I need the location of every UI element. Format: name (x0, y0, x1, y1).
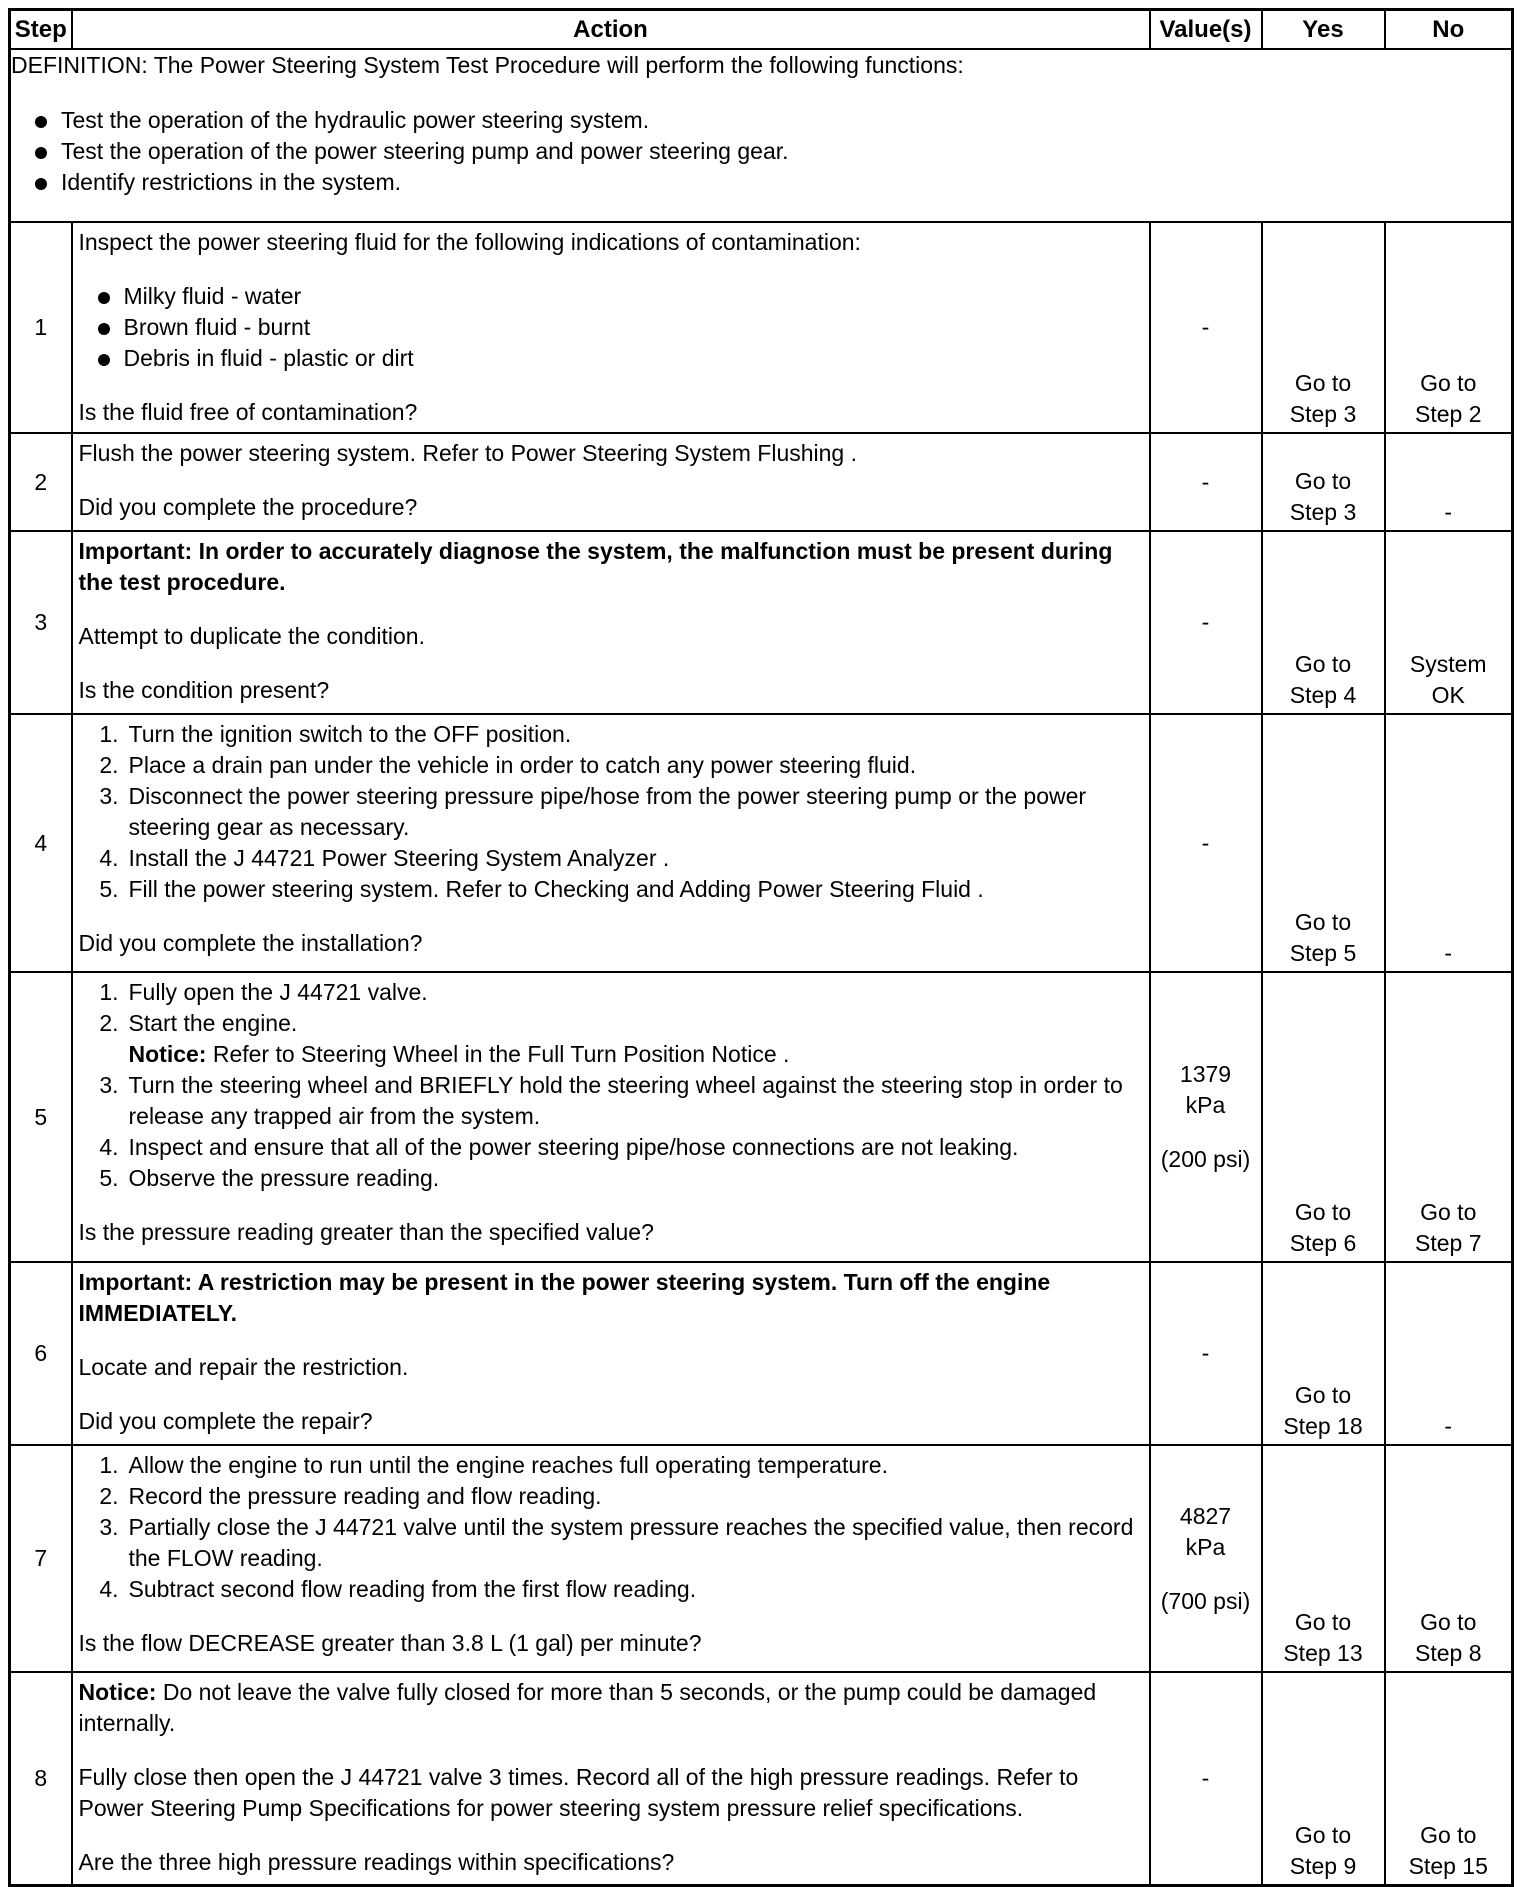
action-bullets (79, 281, 1143, 374)
no-cell: Go to Step 7 (1385, 972, 1513, 1262)
no-cell: Go to Step 2 (1385, 222, 1513, 433)
action-cell (72, 222, 1150, 433)
yes-cell: Go to Step 18 (1262, 1262, 1385, 1445)
list-item: Debris in fluid - plastic or dirt (79, 343, 1143, 374)
table-row (10, 972, 1513, 1262)
notice-text: Refer to Steering Wheel in the Full Turn Position Notice . (206, 1041, 790, 1067)
action-intro: Locate and repair the restriction. (78, 1354, 409, 1380)
table-row (10, 714, 1513, 972)
diagnostic-table (8, 8, 1514, 1887)
list-item: 2. Place a drain pan under the vehicle in order to catch any power steering fluid. (99, 752, 917, 778)
no-cell: Go to Step 8 (1385, 1445, 1513, 1672)
yes-cell: Go to Step 5 (1262, 714, 1385, 972)
value-cell: - (1150, 531, 1262, 714)
list-item: 1. Fully open the J 44721 valve. (99, 979, 428, 1005)
value-cell: - (1150, 1262, 1262, 1445)
no-cell: - (1385, 433, 1513, 531)
important-text: A restriction may be present in the power steering system. Turn off the engine IMMEDIATELY. (78, 1269, 1051, 1326)
list-item: 3. Disconnect the power steering pressure pipe/hose from the power steering pump or the power steering gear as necessary. (99, 783, 1087, 840)
bullet-icon (35, 116, 47, 128)
action-cell (72, 1445, 1150, 1672)
step-number: 3 (10, 531, 72, 714)
action-cell (72, 531, 1150, 714)
header-values: Value(s) (1150, 10, 1262, 50)
table-row (10, 222, 1513, 433)
table-row (10, 1262, 1513, 1445)
action-cell (72, 433, 1150, 531)
table-row (10, 531, 1513, 714)
list-item: Milky fluid - water (79, 281, 1143, 312)
action-question: Did you complete the installation? (78, 930, 423, 956)
list-item: 4. Install the J 44721 Power Steering System Analyzer . (99, 845, 670, 871)
yes-cell: Go to Step 6 (1262, 972, 1385, 1262)
action-intro: Fully close then open the J 44721 valve 3 times. Record all of the high pressure readings. Refer to Power Steering Pump Specifications for power steering system pressure relief specifications. (78, 1764, 1079, 1821)
notice-label: Notice: (128, 1041, 207, 1067)
notice-text: Do not leave the valve fully closed for more than 5 seconds, or the pump could be damaged internally. (78, 1679, 1097, 1736)
header-step: Step (10, 10, 72, 50)
list-item: Identify restrictions in the system. (11, 167, 1511, 198)
list-item: 2. Start the engine. Notice: Refer to Steering Wheel in the Full Turn Position Notice . (99, 1010, 790, 1067)
definition-row (10, 49, 1513, 222)
action-cell (72, 714, 1150, 972)
no-cell: System OK (1385, 531, 1513, 714)
header-row (10, 10, 1513, 50)
no-cell: Go to Step 15 (1385, 1672, 1513, 1885)
action-steps (79, 719, 1143, 905)
action-question: Is the fluid free of contamination? (78, 399, 418, 425)
value-cell: - (1150, 222, 1262, 433)
yes-cell: Go to Step 3 (1262, 222, 1385, 433)
action-intro: Flush the power steering system. Refer to Power Steering System Flushing . (78, 440, 857, 466)
list-item: 4. Inspect and ensure that all of the power steering pipe/hose connections are not leaking. (99, 1134, 1019, 1160)
step-number: 7 (10, 1445, 72, 1672)
bullet-icon (98, 323, 110, 335)
bullet-icon (35, 147, 47, 159)
no-cell: - (1385, 714, 1513, 972)
step-number: 4 (10, 714, 72, 972)
action-question: Is the flow DECREASE greater than 3.8 L (1 gal) per minute? (78, 1630, 702, 1656)
important-text: In order to accurately diagnose the system, the malfunction must be present during the test procedure. (78, 538, 1113, 595)
list-item: 3. Turn the steering wheel and BRIEFLY hold the steering wheel against the steering stop in order to release any trapped air from the system. (99, 1072, 1123, 1129)
yes-cell: Go to Step 13 (1262, 1445, 1385, 1672)
value-cell: 4827 kPa (700 psi) (1150, 1445, 1262, 1672)
action-question: Are the three high pressure readings within specifications? (78, 1849, 675, 1875)
bullet-icon (98, 292, 110, 304)
step-number: 6 (10, 1262, 72, 1445)
action-question: Is the condition present? (78, 677, 330, 703)
action-question: Is the pressure reading greater than the specified value? (78, 1219, 654, 1245)
important-label: Important: (78, 1269, 193, 1295)
step-number: 8 (10, 1672, 72, 1885)
action-question: Did you complete the procedure? (78, 494, 418, 520)
yes-cell: Go to Step 3 (1262, 433, 1385, 531)
header-no: No (1385, 10, 1513, 50)
list-item: 2. Record the pressure reading and flow reading. (99, 1483, 602, 1509)
list-item: Test the operation of the power steering pump and power steering gear. (11, 136, 1511, 167)
list-item: Brown fluid - burnt (79, 312, 1143, 343)
table-row (10, 433, 1513, 531)
list-item: 1. Allow the engine to run until the engine reaches full operating temperature. (99, 1452, 888, 1478)
notice-note (79, 1677, 1143, 1739)
header-yes: Yes (1262, 10, 1385, 50)
list-item: 1. Turn the ignition switch to the OFF position. (99, 721, 572, 747)
action-cell (72, 1672, 1150, 1885)
step-number: 2 (10, 433, 72, 531)
action-steps (79, 977, 1143, 1194)
action-cell (72, 972, 1150, 1262)
table-row (10, 1672, 1513, 1885)
yes-cell: Go to Step 9 (1262, 1672, 1385, 1885)
notice-label: Notice: (78, 1679, 157, 1705)
definition-text: DEFINITION: The Power Steering System Test Procedure will perform the following functions: (11, 52, 964, 78)
action-intro: Inspect the power steering fluid for the following indications of contamination: (78, 229, 861, 255)
important-label: Important: (78, 538, 193, 564)
action-question: Did you complete the repair? (78, 1408, 373, 1434)
value-cell: - (1150, 714, 1262, 972)
no-cell: - (1385, 1262, 1513, 1445)
list-item: 5. Fill the power steering system. Refer to Checking and Adding Power Steering Fluid . (99, 876, 984, 902)
value-cell: - (1150, 433, 1262, 531)
table-row (10, 1445, 1513, 1672)
list-item: 4. Subtract second flow reading from the first flow reading. (99, 1576, 697, 1602)
definition-cell (10, 49, 1513, 222)
list-item: Test the operation of the hydraulic power steering system. (11, 105, 1511, 136)
header-action: Action (72, 10, 1150, 50)
value-cell: - (1150, 1672, 1262, 1885)
yes-cell: Go to Step 4 (1262, 531, 1385, 714)
definition-bullets (11, 105, 1511, 198)
list-item: 5. Observe the pressure reading. (99, 1165, 440, 1191)
bullet-icon (35, 178, 47, 190)
important-note (79, 536, 1143, 598)
action-intro: Attempt to duplicate the condition. (78, 623, 425, 649)
list-item: 3. Partially close the J 44721 valve until the system pressure reaches the specified value, then record the FLOW reading. (99, 1514, 1134, 1571)
important-note (79, 1267, 1143, 1329)
step-number: 1 (10, 222, 72, 433)
action-steps (79, 1450, 1143, 1605)
step-number: 5 (10, 972, 72, 1262)
value-cell: 1379 kPa (200 psi) (1150, 972, 1262, 1262)
action-cell (72, 1262, 1150, 1445)
bullet-icon (98, 354, 110, 366)
